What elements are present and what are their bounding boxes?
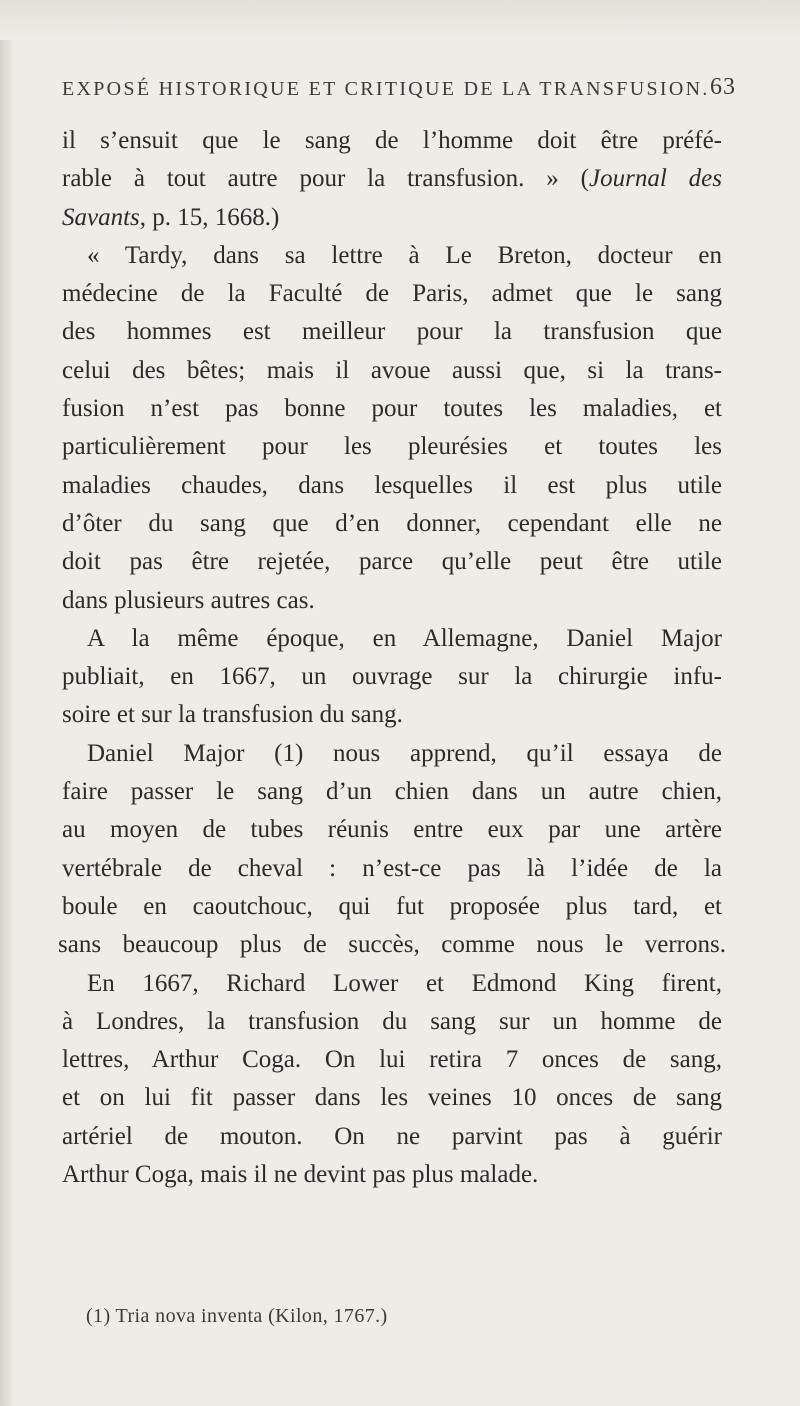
text-line: médecine de la Faculté de Paris, admet que le sang — [62, 280, 722, 308]
journal-title-italic: Savants — [62, 203, 140, 231]
text-line: publiait, en 1667, un ouvrage sur la chirurgie infu- — [62, 663, 722, 691]
text-line: Arthur Coga, mais il ne devint pas plus malade. — [62, 1161, 539, 1189]
text-line: celui des bêtes; mais il avoue aussi que, si la trans- — [62, 356, 722, 384]
page-left-edge-shadow — [0, 0, 14, 1406]
text-line: et on lui fit passer dans les veines 10 onces de sang — [62, 1084, 722, 1112]
text-line: doit pas être rejetée, parce qu’elle peut être utile — [62, 548, 722, 576]
text-line: Daniel Major (1) nous apprend, qu’il essaya de — [87, 739, 722, 767]
body-text — [58, 122, 726, 1194]
text-line: A la même époque, en Allemagne, Daniel Major — [87, 624, 722, 652]
text-line: des hommes est meilleur pour la transfusion que — [62, 318, 722, 346]
text-line: En 1667, Richard Lower et Edmond King firent, — [87, 969, 722, 997]
text-line: d’ôter du sang que d’en donner, cependant elle ne — [62, 509, 722, 537]
text-line: il s’ensuit que le sang de l’homme doit être préfé- — [62, 127, 722, 154]
text-line: soire et sur la transfusion du sang. — [62, 701, 403, 729]
text-line: Savants, p. 15, 1668.) — [62, 203, 280, 231]
text-line: artériel de mouton. On ne parvint pas à guérir — [62, 1122, 722, 1150]
journal-title-italic: Journal des — [589, 165, 722, 193]
text-line: fusion n’est pas bonne pour toutes les maladies, et — [62, 395, 722, 423]
text-line: faire passer le sang d’un chien dans un autre chien, — [62, 778, 722, 806]
page-number: 63 — [710, 74, 736, 100]
text-line: boule en caoutchouc, qui fut proposée plus tard, et — [62, 892, 722, 920]
text-line: vertébrale de cheval : n’est-ce pas là l’idée de la — [62, 854, 722, 882]
text-line: rable à tout autre pour la transfusion. » (Journal des — [62, 165, 722, 193]
text-line: lettres, Arthur Coga. On lui retira 7 onces de sang, — [62, 1046, 722, 1074]
footnote: (1) Tria nova inventa (Kilon, 1767.) — [86, 1305, 388, 1327]
text-line: au moyen de tubes réunis entre eux par une artère — [62, 816, 722, 844]
text-line: à Londres, la transfusion du sang sur un homme de — [62, 1007, 722, 1035]
text-line: particulièrement pour les pleurésies et toutes les — [62, 433, 722, 461]
text-line: dans plusieurs autres cas. — [62, 586, 315, 614]
text-line: sans beaucoup plus de succès, comme nous le verrons. — [58, 931, 726, 959]
page-header — [0, 76, 800, 108]
running-head: EXPOSÉ HISTORIQUE ET CRITIQUE DE LA TRANSFUSION. — [62, 78, 710, 100]
page-top-edge-shadow — [0, 0, 800, 40]
text-line: « Tardy, dans sa lettre à Le Breton, docteur en — [87, 241, 722, 269]
text-line: maladies chaudes, dans lesquelles il est plus utile — [62, 471, 722, 499]
